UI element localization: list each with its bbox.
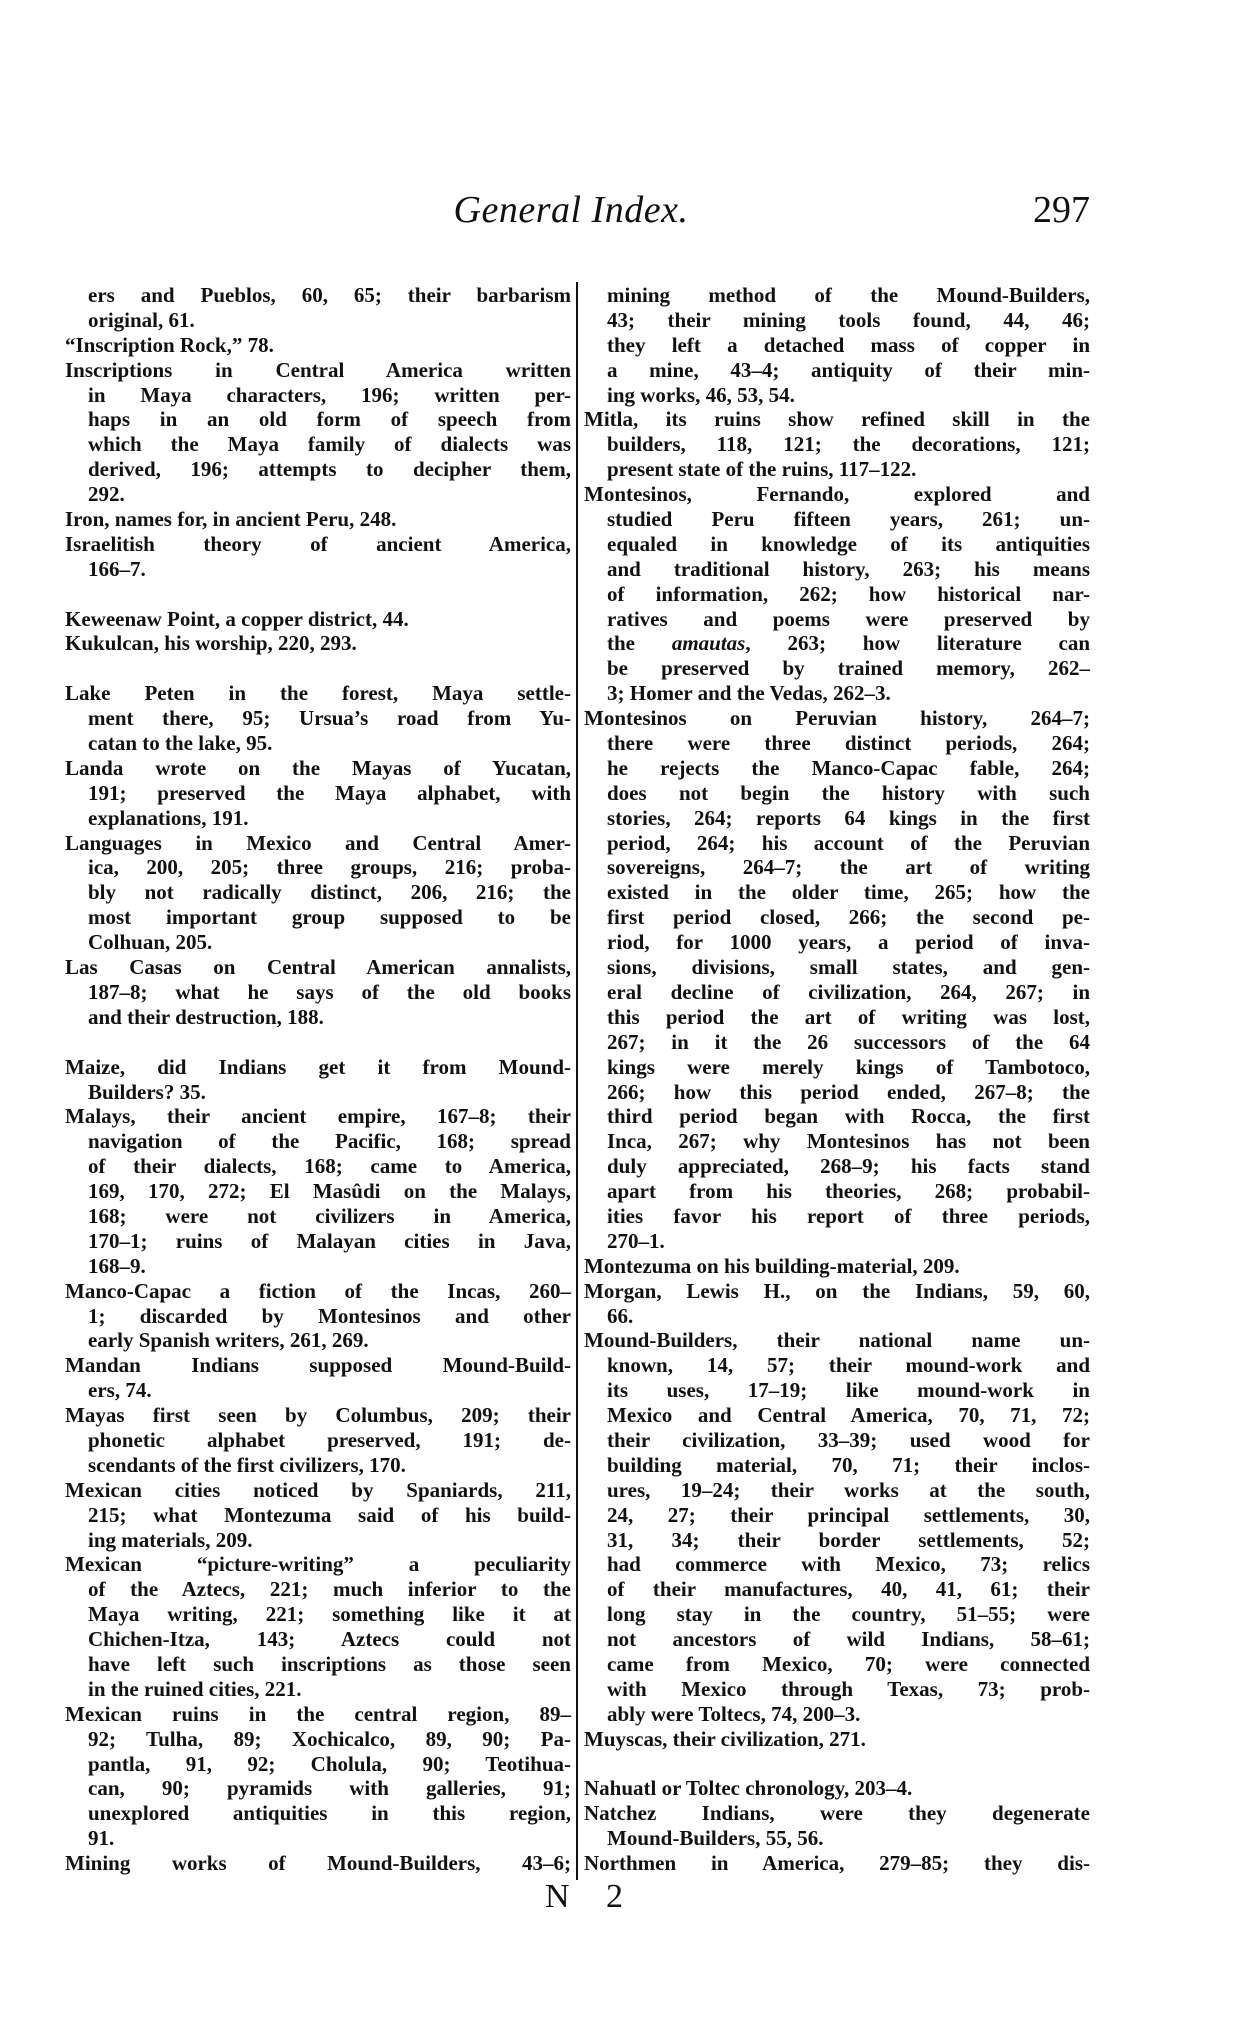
- index-entry-line: ably were Toltecs, 74, 200–3.: [607, 1701, 861, 1726]
- index-entry-heading-line: Nahuatl or Toltec chronology, 203–4.: [584, 1776, 913, 1801]
- index-entry: [65, 1552, 571, 1701]
- index-entry-line: Builders? 35.: [88, 1079, 206, 1104]
- index-entry-line: Colhuan, 205.: [88, 930, 213, 955]
- index-entry-line: 168–9.: [88, 1253, 146, 1278]
- index-entry-heading-line: Mining works of Mound-Builders, 43–6;: [65, 1851, 571, 1876]
- index-entry: [584, 407, 1090, 482]
- index-entry-line: not ancestors of wild Indians, 58–61;: [607, 1627, 1090, 1652]
- index-entry-heading-line: Montesinos, Fernando, explored and: [584, 482, 1090, 507]
- index-entry-line: 166–7.: [88, 556, 146, 581]
- index-entry: [65, 831, 571, 955]
- index-entry: [584, 1254, 1090, 1279]
- index-entry-line: haps in an old form of speech from: [88, 407, 571, 432]
- index-entry: [65, 681, 571, 756]
- index-entry-line: he rejects the Manco-Capac fable, 264;: [607, 755, 1090, 780]
- index-entry-line: 43; their mining tools found, 44, 46;: [607, 307, 1090, 332]
- index-entry-line: and their destruction, 188.: [88, 1004, 324, 1029]
- index-entry-line: [584, 631, 1090, 656]
- index-entry: [584, 1727, 1090, 1752]
- index-entry-line: duly appreciated, 268–9; his facts stand: [607, 1154, 1090, 1179]
- index-entry-line: riod, for 1000 years, a period of inva-: [607, 930, 1090, 955]
- index-entry-heading-line: Languages in Mexico and Central Amer-: [65, 830, 571, 855]
- section-gap: [65, 656, 571, 681]
- index-entry-line: of the Aztecs, 221; much inferior to the: [88, 1577, 571, 1602]
- index-entry-heading-line: Mayas first seen by Columbus, 209; their: [65, 1403, 571, 1428]
- index-entry-heading-line: Montesinos on Peruvian history, 264–7;: [584, 706, 1090, 731]
- running-head-title: General Index.: [453, 189, 689, 231]
- index-entry-heading-line: Muyscas, their civilization, 271.: [584, 1726, 866, 1751]
- index-entry-line: builders, 118, 121; the decorations, 121;: [607, 432, 1090, 457]
- index-entry: [584, 1279, 1090, 1329]
- index-entry-heading-line: Mexican cities noticed by Spaniards, 211,: [65, 1477, 571, 1502]
- index-entry-line: 3; Homer and the Vedas, 262–3.: [607, 681, 891, 706]
- index-entry-line: ers, 74.: [88, 1378, 152, 1403]
- index-entry-heading-line: Keweenaw Point, a copper district, 44.: [65, 606, 409, 631]
- index-entry-line: phonetic alphabet preserved, 191; de-: [88, 1427, 571, 1452]
- index-entry: [65, 756, 571, 831]
- italic-term: amautas: [671, 631, 746, 656]
- index-entry-line: unexplored antiquities in this region,: [88, 1801, 571, 1826]
- index-entry-heading-line: Mexican “picture-writing” a peculiarity: [65, 1552, 571, 1577]
- index-entry: [584, 706, 1090, 1254]
- index-entry-line: studied Peru fifteen years, 261; un-: [607, 507, 1090, 532]
- index-entry-line: which the Maya family of dialects was: [88, 432, 571, 457]
- index-entry-line: 270–1.: [607, 1228, 665, 1253]
- index-entry: [65, 607, 571, 632]
- index-entry-line: and traditional history, 263; his means: [607, 556, 1090, 581]
- index-entry: [65, 1478, 571, 1553]
- index-entry-line: derived, 196; attempts to decipher them,: [88, 457, 571, 482]
- index-entry-line: sions, divisions, small states, and gen-: [607, 955, 1090, 980]
- index-column-left: [65, 283, 571, 1876]
- index-entry: [584, 1776, 1090, 1801]
- index-entry: [65, 1055, 571, 1105]
- blank-line: [65, 656, 571, 681]
- section-gap: [584, 1752, 1090, 1777]
- index-entry-line: ities favor his report of three periods,: [607, 1203, 1090, 1228]
- index-entry-line: came from Mexico, 70; were connected: [607, 1651, 1090, 1676]
- index-entry-line: 267; in it the 26 successors of the 64: [607, 1029, 1090, 1054]
- column-rule: [576, 282, 578, 1880]
- index-entry-heading-line: Malays, their ancient empire, 167–8; their: [65, 1104, 571, 1129]
- index-entry-line: 292.: [88, 482, 125, 507]
- index-entry: [65, 955, 571, 1030]
- index-entry-line: ment there, 95; Ursua’s road from Yu-: [88, 706, 571, 731]
- index-entry: [65, 358, 571, 507]
- section-gap: [65, 1030, 571, 1055]
- index-entry-line: known, 14, 57; their mound-work and: [607, 1353, 1090, 1378]
- index-entry-line: its uses, 17–19; like mound-work in: [607, 1378, 1090, 1403]
- index-entry-line: of their dialects, 168; came to America,: [88, 1154, 571, 1179]
- index-entry-line: there were three distinct periods, 264;: [607, 731, 1090, 756]
- index-entry-line: pantla, 91, 92; Cholula, 90; Teotihua-: [88, 1751, 571, 1776]
- index-entry-line: explanations, 191.: [88, 805, 249, 830]
- index-entry-heading-line: Las Casas on Central American annalists,: [65, 955, 571, 980]
- index-entry-line: scendants of the first civilizers, 170.: [88, 1452, 406, 1477]
- section-gap: [65, 582, 571, 607]
- index-entry-line: with Mexico through Texas, 73; prob-: [607, 1676, 1090, 1701]
- blank-line: [65, 582, 571, 607]
- index-entry-line: ing works, 46, 53, 54.: [607, 382, 795, 407]
- index-entry: [584, 283, 1090, 407]
- index-entry: [65, 1851, 571, 1876]
- index-entry-heading-line: Manco-Capac a fiction of the Incas, 260–: [65, 1278, 571, 1303]
- index-entry-line: 1; discarded by Montesinos and other: [88, 1303, 571, 1328]
- index-entry-line: have left such inscriptions as those seen: [88, 1651, 571, 1676]
- index-entry-line: of information, 262; how historical nar-: [607, 581, 1090, 606]
- index-entry-line: original, 61.: [88, 307, 195, 332]
- index-entry-line: equaled in knowledge of its antiquities: [607, 531, 1090, 556]
- index-entry: [65, 507, 571, 532]
- index-entry-line: 66.: [607, 1303, 634, 1328]
- index-entry-line: ers and Pueblos, 60, 65; their barbarism: [88, 283, 571, 307]
- index-entry-line: ures, 19–24; their works at the south,: [607, 1477, 1090, 1502]
- index-entry-heading-line: Inscriptions in Central America written: [65, 357, 571, 382]
- index-column-right: [584, 283, 1090, 1876]
- index-entry: [584, 1328, 1090, 1726]
- index-entry: [65, 1104, 571, 1278]
- index-entry-line: 169, 170, 272; El Masûdi on the Malays,: [88, 1179, 571, 1204]
- index-entry-line: ica, 200, 205; three groups, 216; proba-: [88, 855, 571, 880]
- index-entry-line: 191; preserved the Maya alphabet, with: [88, 780, 571, 805]
- index-entry-line: first period closed, 266; the second pe-: [607, 905, 1090, 930]
- page-number: 297: [1033, 189, 1090, 231]
- index-entry-line: 92; Tulha, 89; Xochicalco, 89, 90; Pa-: [88, 1726, 571, 1751]
- index-entry-line: they left a detached mass of copper in: [607, 332, 1090, 357]
- index-entry: [584, 482, 1090, 706]
- index-entry: [65, 1702, 571, 1851]
- index-entry-heading-line: Iron, names for, in ancient Peru, 248.: [65, 507, 397, 532]
- signature-mark: N 2: [545, 1878, 638, 1915]
- index-entry-line: this period the art of writing was lost,: [607, 1004, 1090, 1029]
- index-entry-line: mining method of the Mound-Builders,: [607, 283, 1090, 307]
- index-entry-line: building material, 70, 71; their inclos-: [607, 1452, 1090, 1477]
- index-entry-heading-line: Montezuma on his building-material, 209.: [584, 1253, 960, 1278]
- index-entry-line: Maya writing, 221; something like it at: [88, 1602, 571, 1627]
- index-entry-heading-line: Morgan, Lewis H., on the Indians, 59, 60,: [584, 1278, 1090, 1303]
- index-entry-line: 215; what Montezuma said of his build-: [88, 1502, 571, 1527]
- index-entry: [65, 283, 571, 333]
- index-entry-line: a mine, 43–4; antiquity of their min-: [607, 357, 1090, 382]
- index-entry: [65, 532, 571, 582]
- text-segment: , 263; how literature can: [745, 631, 1090, 656]
- index-entry-line: eral decline of civilization, 264, 267; in: [607, 979, 1090, 1004]
- index-entry-line: be preserved by trained memory, 262–: [607, 656, 1090, 681]
- index-entry-line: 31, 34; their border settlements, 52;: [607, 1527, 1090, 1552]
- index-entry-line: bly not radically distinct, 206, 216; the: [88, 880, 571, 905]
- index-entry-line: in Maya characters, 196; written per-: [88, 382, 571, 407]
- text-segment: the: [607, 631, 672, 656]
- index-entry-line: sovereigns, 264–7; the art of writing: [607, 855, 1090, 880]
- index-entry-line: ratives and poems were preserved by: [607, 606, 1090, 631]
- index-entry: [584, 1851, 1090, 1876]
- index-entry-heading-line: Maize, did Indians get it from Mound-: [65, 1054, 571, 1079]
- index-entry-line: Mexico and Central America, 70, 71, 72;: [607, 1403, 1090, 1428]
- index-entry-line: early Spanish writers, 261, 269.: [88, 1328, 369, 1353]
- blank-line: [65, 1030, 571, 1055]
- index-entry: [65, 1403, 571, 1478]
- index-entry-heading-line: Lake Peten in the forest, Maya settle-: [65, 681, 571, 706]
- index-entry-line: Chichen-Itza, 143; Aztecs could not: [88, 1627, 571, 1652]
- index-entry-line: stories, 264; reports 64 kings in the first: [607, 805, 1090, 830]
- index-entry-line: 266; how this period ended, 267–8; the: [607, 1079, 1090, 1104]
- index-entry-line: had commerce with Mexico, 73; relics: [607, 1552, 1090, 1577]
- index-entry: [65, 631, 571, 656]
- index-entry-heading-line: Northmen in America, 279–85; they dis-: [584, 1851, 1090, 1876]
- index-entry-line: of their manufactures, 40, 41, 61; their: [607, 1577, 1090, 1602]
- index-entry-line: 168; were not civilizers in America,: [88, 1203, 571, 1228]
- index-entry-line: most important group supposed to be: [88, 905, 571, 930]
- index-entry-line: existed in the older time, 265; how the: [607, 880, 1090, 905]
- index-entry-line: present state of the ruins, 117–122.: [607, 457, 917, 482]
- index-entry-heading-line: Mandan Indians supposed Mound-Build-: [65, 1353, 571, 1378]
- index-entry-line: kings were merely kings of Tambotoco,: [607, 1054, 1090, 1079]
- index-entry-heading-line: “Inscription Rock,” 78.: [65, 332, 274, 357]
- index-entry-line: Mound-Builders, 55, 56.: [607, 1826, 824, 1851]
- index-entry-line: in the ruined cities, 221.: [88, 1676, 302, 1701]
- index-entry-heading-line: Mound-Builders, their national name un-: [584, 1328, 1090, 1353]
- index-entry-heading-line: Mitla, its ruins show refined skill in the: [584, 407, 1090, 432]
- index-entry: [65, 1279, 571, 1354]
- index-entry-line: 187–8; what he says of the old books: [88, 979, 571, 1004]
- index-entry-heading-line: Natchez Indians, were they degenerate: [584, 1801, 1090, 1826]
- index-entry-heading-line: Mexican ruins in the central region, 89–: [65, 1701, 571, 1726]
- index-entry-line: navigation of the Pacific, 168; spread: [88, 1129, 571, 1154]
- index-entry-line: catan to the lake, 95.: [88, 731, 273, 756]
- index-entry-line: ing materials, 209.: [88, 1527, 253, 1552]
- index-entry-heading-line: Israelitish theory of ancient America,: [65, 531, 571, 556]
- index-entry: [65, 1353, 571, 1403]
- index-entry-line: long stay in the country, 51–55; were: [607, 1602, 1090, 1627]
- index-entry-line: 24, 27; their principal settlements, 30,: [607, 1502, 1090, 1527]
- blank-line: [584, 1752, 1090, 1777]
- index-entry-line: their civilization, 33–39; used wood for: [607, 1427, 1090, 1452]
- index-entry-line: can, 90; pyramids with galleries, 91;: [88, 1776, 571, 1801]
- index-entry-line: 170–1; ruins of Malayan cities in Java,: [88, 1228, 571, 1253]
- index-entry-line: third period began with Rocca, the first: [607, 1104, 1090, 1129]
- index-entry-line: period, 264; his account of the Peruvian: [607, 830, 1090, 855]
- index-entry-heading-line: Landa wrote on the Mayas of Yucatan,: [65, 755, 571, 780]
- index-entry-heading-line: Kukulcan, his worship, 220, 293.: [65, 631, 357, 656]
- index-entry: [65, 333, 571, 358]
- index-entry-line: 91.: [88, 1826, 115, 1851]
- index-entry-line: does not begin the history with such: [607, 780, 1090, 805]
- index-entry-line: apart from his theories, 268; probabil-: [607, 1179, 1090, 1204]
- index-entry-line: Inca, 267; why Montesinos has not been: [607, 1129, 1090, 1154]
- index-entry: [584, 1801, 1090, 1851]
